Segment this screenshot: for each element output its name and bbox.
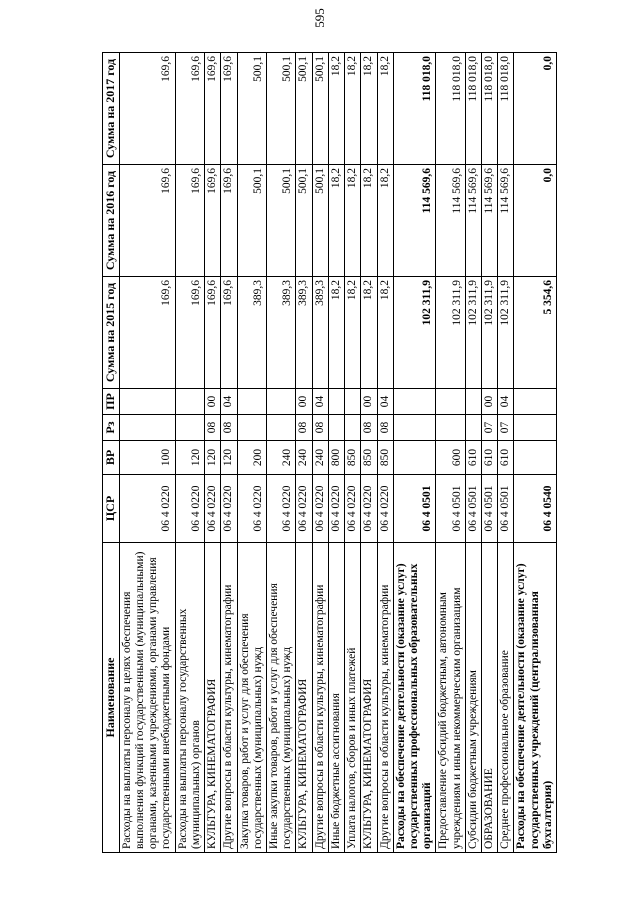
cell-2016: 0,0 [514, 165, 557, 277]
cell-2016: 18,2 [361, 165, 377, 277]
cell-2015: 389,3 [266, 277, 295, 389]
cell-vr [514, 441, 557, 475]
cell-vr: 800 [328, 441, 344, 475]
cell-name: Другие вопросы в области культуры, кинематографии [377, 543, 393, 853]
table-row [237, 53, 266, 853]
cell-csr: 06 4 0220 [377, 475, 393, 543]
cell-2016: 500,1 [237, 165, 266, 277]
cell-vr: 240 [266, 441, 295, 475]
cell-pr [237, 389, 266, 415]
table-row [514, 53, 557, 853]
cell-name: ОБРАЗОВАНИЕ [482, 543, 498, 853]
cell-2017: 169,6 [175, 53, 204, 165]
cell-2016: 114 569,6 [393, 165, 436, 277]
cell-rz: 08 [205, 415, 221, 441]
table-row [393, 53, 436, 853]
cell-2017: 118 018,0 [498, 53, 514, 165]
cell-rz: 08 [221, 415, 237, 441]
cell-rz [465, 415, 481, 441]
cell-2015: 102 311,9 [482, 277, 498, 389]
cell-name: Расходы на выплаты персоналу в целях обеспечения выполнения функций государственными (муниципальными) органами, казенными учреждениями, органами управления государственными внебюджетными фондами [119, 543, 175, 853]
cell-pr: 04 [498, 389, 514, 415]
cell-rz [345, 415, 361, 441]
cell-csr: 06 4 0220 [345, 475, 361, 543]
cell-2017: 18,2 [345, 53, 361, 165]
cell-2017: 118 018,0 [465, 53, 481, 165]
cell-2017: 500,1 [312, 53, 328, 165]
cell-2015: 169,6 [205, 277, 221, 389]
cell-name: Расходы на обеспечение деятельности (оказание услуг) государственных учреждений (централизованная бухгалтерия) [514, 543, 557, 853]
cell-name: КУЛЬТУРА, КИНЕМАТОГРАФИЯ [361, 543, 377, 853]
cell-pr: 00 [205, 389, 221, 415]
table-row [482, 53, 498, 853]
cell-2017: 118 018,0 [482, 53, 498, 165]
cell-vr: 120 [205, 441, 221, 475]
table-row [465, 53, 481, 853]
cell-2016: 114 569,6 [436, 165, 465, 277]
cell-vr: 100 [119, 441, 175, 475]
table-row [361, 53, 377, 853]
cell-2016: 169,6 [119, 165, 175, 277]
table-row [221, 53, 237, 853]
cell-csr: 06 4 0220 [119, 475, 175, 543]
cell-2017: 118 018,0 [393, 53, 436, 165]
cell-pr: 04 [312, 389, 328, 415]
cell-pr [266, 389, 295, 415]
cell-name: Субсидии бюджетным учреждениям [465, 543, 481, 853]
cell-rz [393, 415, 436, 441]
cell-rz [514, 415, 557, 441]
header-row [103, 53, 120, 853]
table-row [498, 53, 514, 853]
cell-2016: 18,2 [345, 165, 361, 277]
table-row [266, 53, 295, 853]
cell-pr: 04 [377, 389, 393, 415]
table-row [345, 53, 361, 853]
cell-csr: 06 4 0220 [266, 475, 295, 543]
cell-2016: 169,6 [221, 165, 237, 277]
cell-rz [328, 415, 344, 441]
cell-2017: 500,1 [296, 53, 312, 165]
cell-rz: 08 [312, 415, 328, 441]
cell-2017: 18,2 [377, 53, 393, 165]
cell-name: Иные закупки товаров, работ и услуг для обеспечения государственных (муниципальных) нужд [266, 543, 295, 853]
cell-vr: 120 [221, 441, 237, 475]
cell-pr [175, 389, 204, 415]
table-row [119, 53, 175, 853]
cell-2015: 102 311,9 [465, 277, 481, 389]
cell-name: Закупка товаров, работ и услуг для обеспечения государственных (муниципальных) нужд [237, 543, 266, 853]
cell-pr [328, 389, 344, 415]
cell-name: КУЛЬТУРА, КИНЕМАТОГРАФИЯ [205, 543, 221, 853]
rotated-table-container [102, 53, 622, 853]
table-body [119, 53, 556, 853]
cell-pr [119, 389, 175, 415]
cell-vr: 850 [377, 441, 393, 475]
cell-csr: 06 4 0220 [175, 475, 204, 543]
cell-2015: 389,3 [237, 277, 266, 389]
cell-csr: 06 4 0220 [312, 475, 328, 543]
cell-name: Другие вопросы в области культуры, кинематографии [221, 543, 237, 853]
cell-2015: 102 311,9 [393, 277, 436, 389]
header-pr: ПР [103, 389, 120, 415]
cell-2017: 18,2 [361, 53, 377, 165]
cell-2016: 500,1 [296, 165, 312, 277]
cell-rz: 07 [482, 415, 498, 441]
cell-2015: 18,2 [377, 277, 393, 389]
cell-pr [436, 389, 465, 415]
cell-csr: 06 4 0501 [436, 475, 465, 543]
cell-rz [175, 415, 204, 441]
cell-vr: 610 [498, 441, 514, 475]
cell-2017: 500,1 [266, 53, 295, 165]
cell-vr: 850 [361, 441, 377, 475]
table-row [377, 53, 393, 853]
cell-vr: 120 [175, 441, 204, 475]
cell-2016: 169,6 [205, 165, 221, 277]
cell-csr: 06 4 0220 [296, 475, 312, 543]
cell-name: Расходы на обеспечение деятельности (оказание услуг) государственных профессиональных образовательных организаций [393, 543, 436, 853]
cell-vr: 610 [465, 441, 481, 475]
cell-pr: 00 [482, 389, 498, 415]
cell-pr: 00 [361, 389, 377, 415]
cell-vr: 600 [436, 441, 465, 475]
cell-2015: 169,6 [221, 277, 237, 389]
cell-name: Уплата налогов, сборов и иных платежей [345, 543, 361, 853]
cell-2016: 114 569,6 [482, 165, 498, 277]
cell-name: Другие вопросы в области культуры, кинематографии [312, 543, 328, 853]
cell-csr: 06 4 0220 [361, 475, 377, 543]
cell-2017: 0,0 [514, 53, 557, 165]
header-vr: ВР [103, 441, 120, 475]
cell-2015: 102 311,9 [498, 277, 514, 389]
cell-rz: 07 [498, 415, 514, 441]
cell-2017: 500,1 [237, 53, 266, 165]
cell-csr: 06 4 0220 [205, 475, 221, 543]
cell-name: Иные бюджетные ассигнования [328, 543, 344, 853]
cell-rz: 08 [361, 415, 377, 441]
cell-2016: 169,6 [175, 165, 204, 277]
cell-vr: 610 [482, 441, 498, 475]
cell-rz: 08 [377, 415, 393, 441]
cell-2016: 114 569,6 [465, 165, 481, 277]
cell-2016: 500,1 [266, 165, 295, 277]
cell-name: Расходы на выплаты персоналу государственных (муниципальных) органов [175, 543, 204, 853]
cell-2017: 118 018,0 [436, 53, 465, 165]
cell-csr: 06 4 0501 [498, 475, 514, 543]
cell-2017: 18,2 [328, 53, 344, 165]
cell-2015: 18,2 [328, 277, 344, 389]
page-number: 595 [312, 8, 327, 28]
cell-pr [345, 389, 361, 415]
cell-csr: 06 4 0540 [514, 475, 557, 543]
table-row [312, 53, 328, 853]
cell-2015: 18,2 [361, 277, 377, 389]
cell-2016: 500,1 [312, 165, 328, 277]
header-2015: Сумма на 2015 год [103, 277, 120, 389]
cell-pr: 00 [296, 389, 312, 415]
table-row [328, 53, 344, 853]
cell-rz [266, 415, 295, 441]
cell-2016: 18,2 [328, 165, 344, 277]
cell-2015: 18,2 [345, 277, 361, 389]
cell-csr: 06 4 0501 [465, 475, 481, 543]
cell-name: Предоставление субсидий бюджетным, автономным учреждениям и иным некоммерческим организациям [436, 543, 465, 853]
cell-2017: 169,6 [221, 53, 237, 165]
cell-2016: 114 569,6 [498, 165, 514, 277]
cell-vr [393, 441, 436, 475]
cell-2016: 18,2 [377, 165, 393, 277]
table-row [175, 53, 204, 853]
cell-2017: 169,6 [119, 53, 175, 165]
header-2016: Сумма на 2016 год [103, 165, 120, 277]
table-row [436, 53, 465, 853]
header-2017: Сумма на 2017 год [103, 53, 120, 165]
table-row [205, 53, 221, 853]
cell-2015: 389,3 [296, 277, 312, 389]
budget-table [102, 52, 557, 853]
cell-csr: 06 4 0220 [328, 475, 344, 543]
cell-vr: 850 [345, 441, 361, 475]
cell-pr [465, 389, 481, 415]
cell-2015: 102 311,9 [436, 277, 465, 389]
cell-name: Среднее профессиональное образование [498, 543, 514, 853]
cell-name: КУЛЬТУРА, КИНЕМАТОГРАФИЯ [296, 543, 312, 853]
cell-rz [237, 415, 266, 441]
cell-vr: 240 [312, 441, 328, 475]
cell-rz [119, 415, 175, 441]
cell-2015: 169,6 [119, 277, 175, 389]
cell-2015: 389,3 [312, 277, 328, 389]
cell-csr: 06 4 0220 [237, 475, 266, 543]
cell-pr [514, 389, 557, 415]
cell-vr: 240 [296, 441, 312, 475]
cell-2015: 5 354,6 [514, 277, 557, 389]
cell-csr: 06 4 0501 [393, 475, 436, 543]
cell-vr: 200 [237, 441, 266, 475]
cell-pr: 04 [221, 389, 237, 415]
cell-pr [393, 389, 436, 415]
header-name: Наименование [103, 543, 120, 853]
cell-csr: 06 4 0501 [482, 475, 498, 543]
cell-2015: 169,6 [175, 277, 204, 389]
cell-rz [436, 415, 465, 441]
cell-rz: 08 [296, 415, 312, 441]
cell-csr: 06 4 0220 [221, 475, 237, 543]
table-row [296, 53, 312, 853]
header-rz: Рз [103, 415, 120, 441]
header-csr: ЦСР [103, 475, 120, 543]
cell-2017: 169,6 [205, 53, 221, 165]
